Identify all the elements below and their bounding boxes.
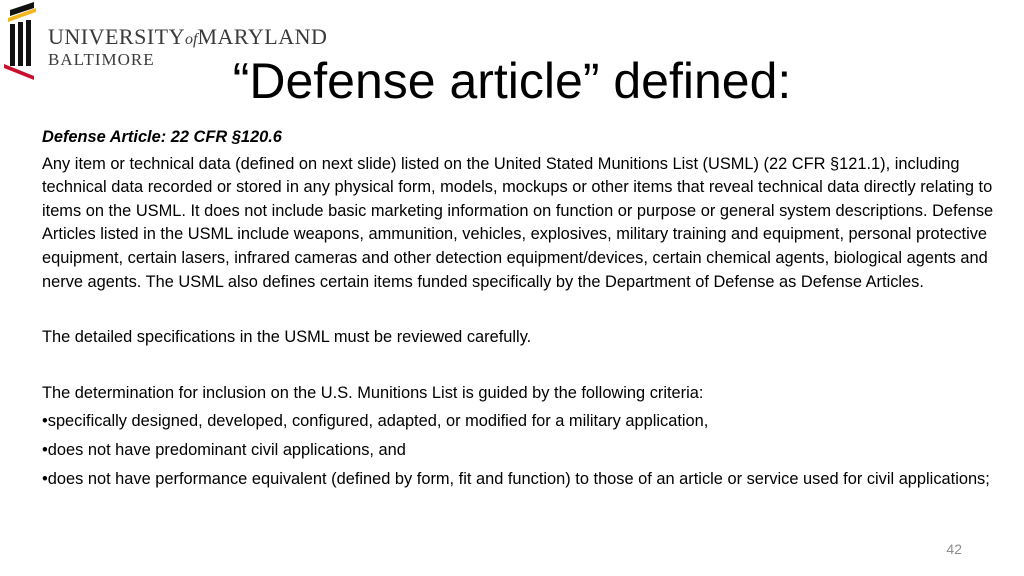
criteria-bullet [42,468,994,492]
criteria-bullet-text: specifically designed, developed, configured, adapted, or modified for a military application, [47,412,709,431]
logo-baltimore: BALTIMORE [48,50,155,69]
bullet-marker: • [42,469,48,488]
criteria-bullet-text: does not have performance equivalent (defined by form, fit and function) to those of an article or service used for civil applications; [47,469,990,488]
bullet-marker: • [42,412,48,431]
logo-university: UNIVERSITY [48,24,185,49]
definition-paragraph: Any item or technical data (defined on next slide) listed on the United Stated Munitions List (USML) (22 CFR §121.1), including technical data recorded or stored in any physical form, models, mockups or other items that reveal technical data directly relating to items on the USML. It does not include basic marketing information on function or purpose or general system descriptions. Defense Articles listed in the USML include weapons, ammunition, vehicles, explosives, military training and equipment, personal protective equipment, certain lasers, infrared cameras and other detection equipment/devices, certain chemical agents, biological agents and nerve agents. The USML also defines certain items funded specifically by the Department of Defense as Defense Articles. [42,154,994,291]
definition-heading: Defense Article: 22 CFR §120.6 [42,128,282,146]
bullet-marker: • [42,440,48,459]
slide-number: 42 [946,541,962,557]
logo-of: of [185,31,198,48]
criteria-bullet [42,439,994,463]
slide-title: “Defense article” defined: [232,53,792,109]
logo-maryland: MARYLAND [197,24,328,49]
review-note: The detailed specifications in the USML must be reviewed carefully. [42,328,532,347]
slide-body [42,126,994,491]
criteria-bullet [42,410,994,434]
criteria-intro: The determination for inclusion on the U.S. Munitions List is guided by the following criteria: [42,383,704,402]
criteria-bullet-text: does not have predominant civil applications, and [47,440,406,459]
